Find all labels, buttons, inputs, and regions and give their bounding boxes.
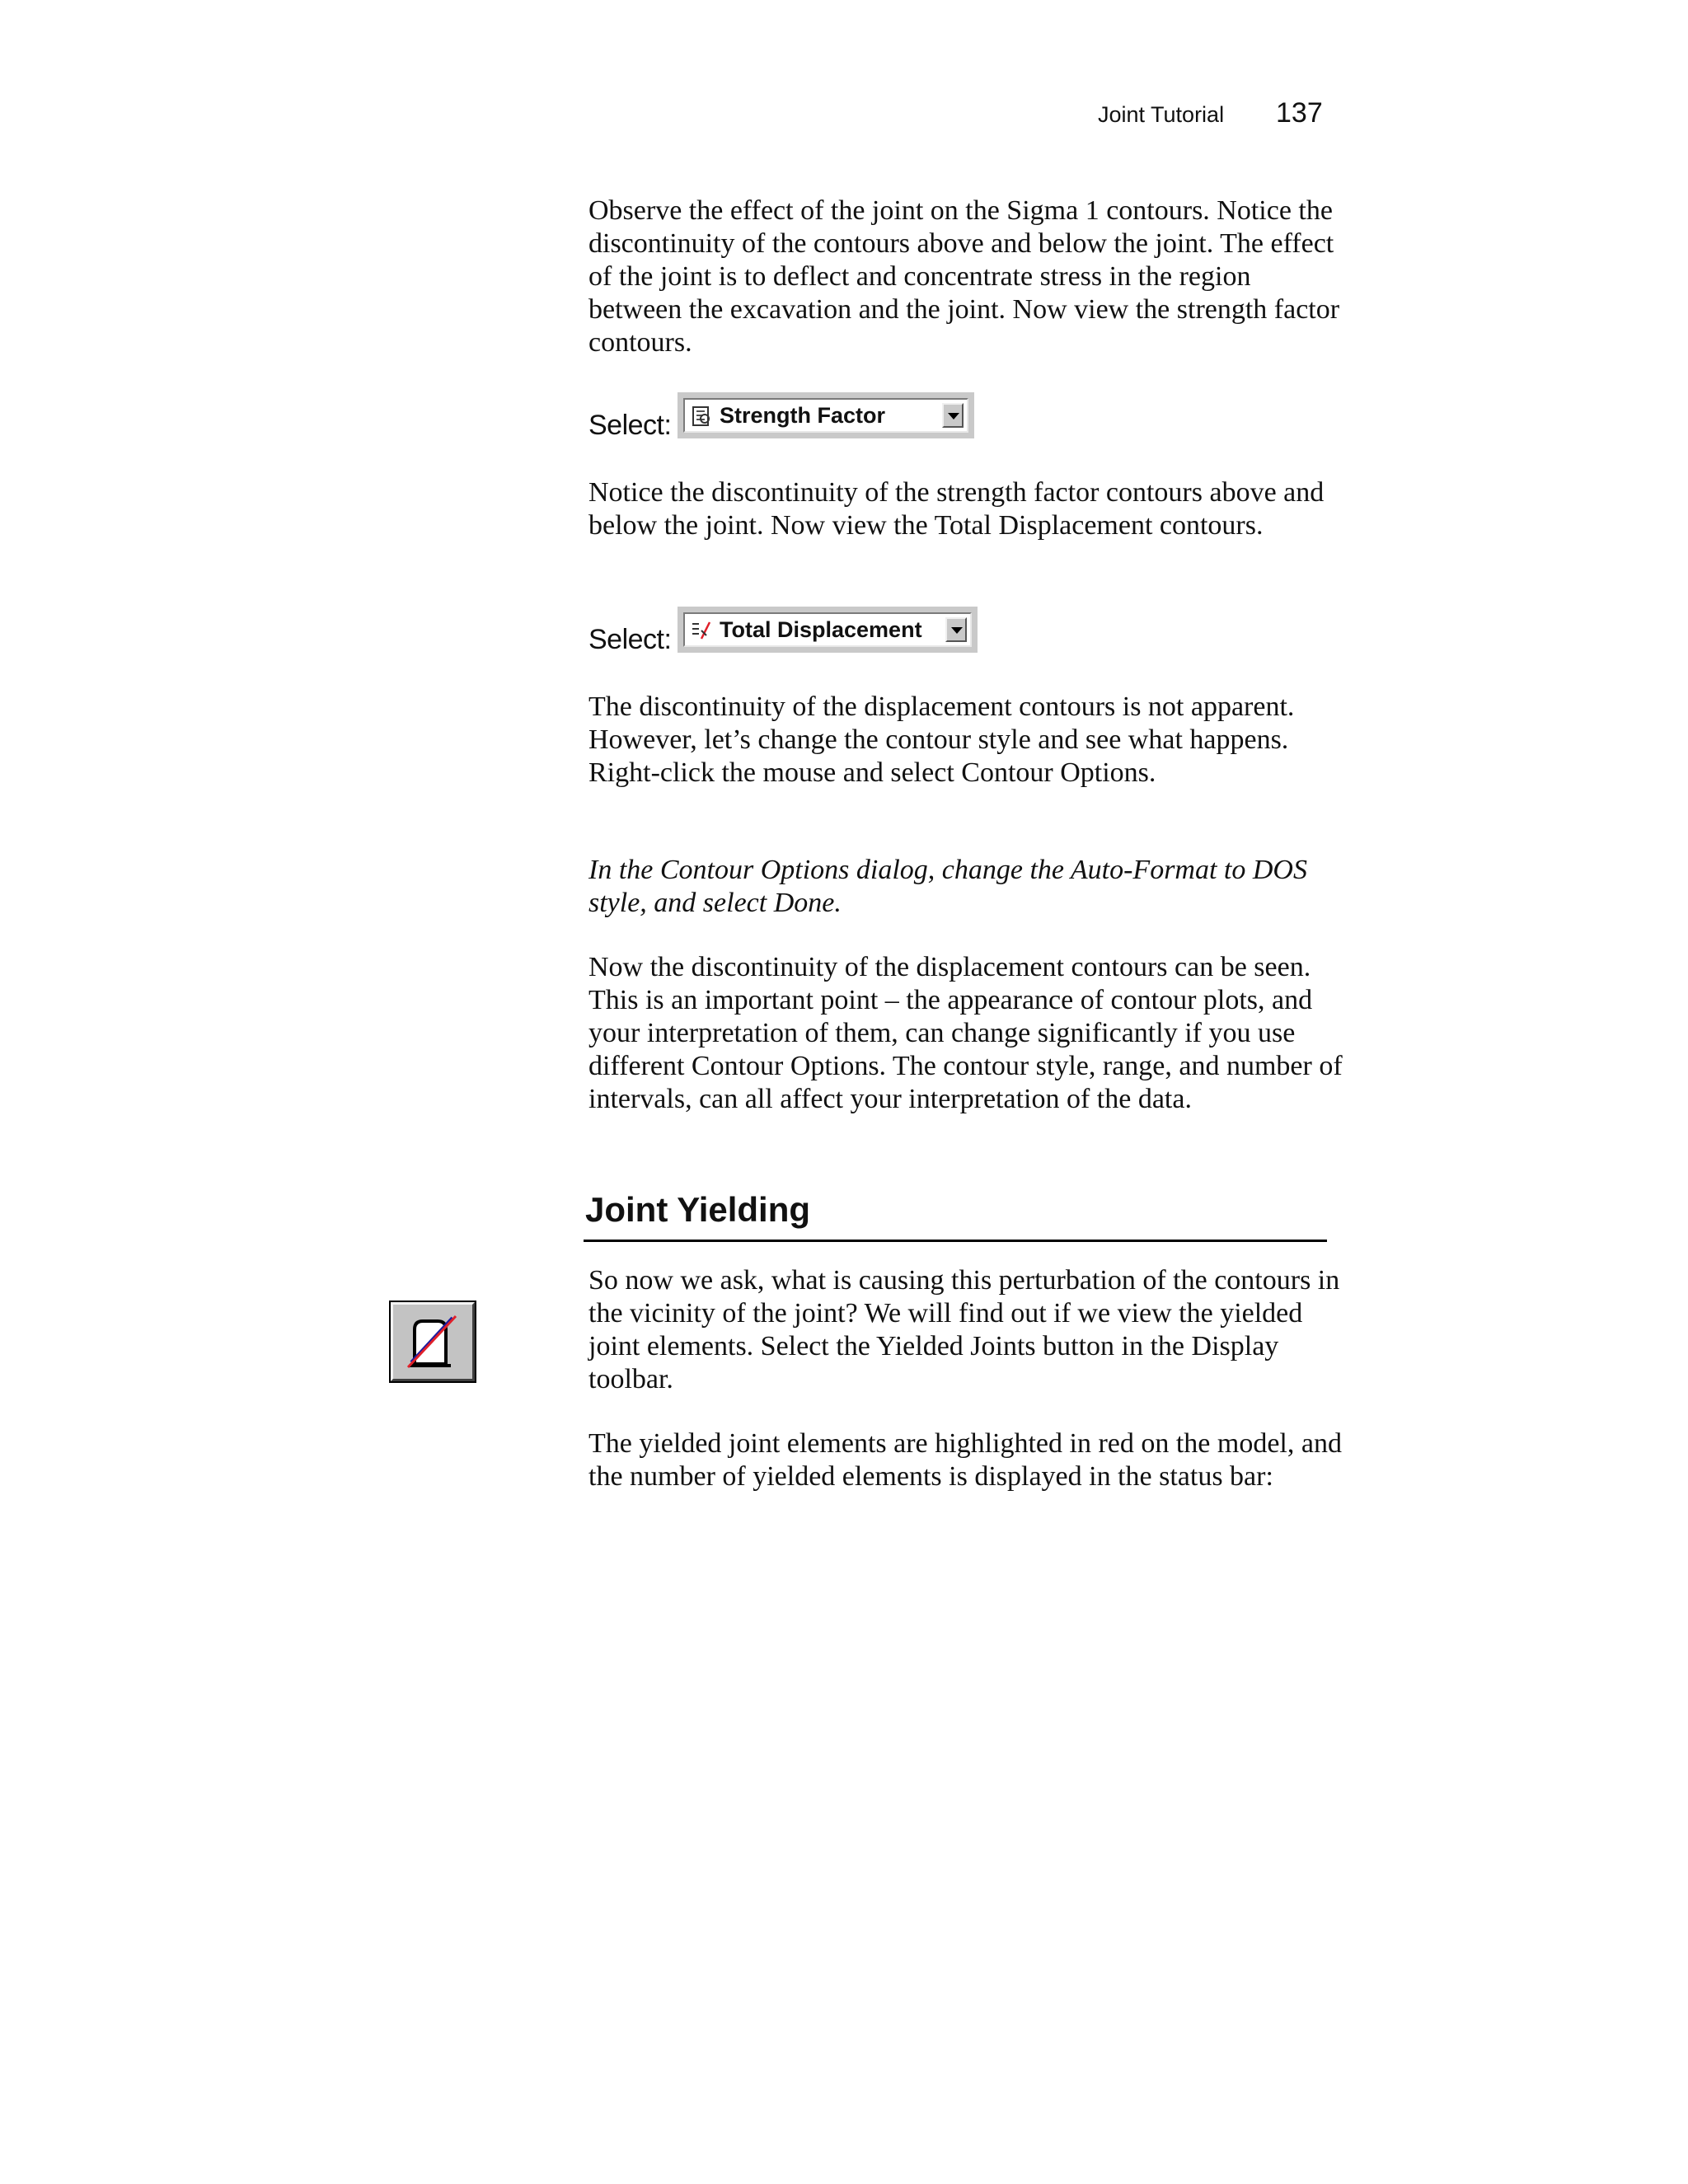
dropdown-selected-value: Strength Factor: [720, 403, 886, 428]
header-section-title: Joint Tutorial: [1098, 102, 1225, 127]
strength-factor-icon: [690, 405, 713, 428]
paragraph-sigma-contours: Observe the effect of the joint on the Sigma 1 contours. Notice the discontinuity of the contours above and below the joint. The effect of the joint is to deflect and concentrate stress in the region between the excavation and the joint. Now view the strength factor contours.: [588, 195, 1340, 358]
page-header: [1071, 97, 1335, 138]
page-number: 137: [1276, 97, 1323, 129]
strength-factor-dropdown[interactable]: [678, 392, 974, 438]
total-displacement-dropdown[interactable]: [678, 607, 978, 653]
select-label: Select:: [588, 410, 672, 441]
dropdown-field[interactable]: [683, 612, 972, 647]
total-displacement-icon: [690, 619, 713, 642]
paragraph-yielded-joints-question: So now we ask, what is causing this perturbation of the contours in the vicinity of the joint? We will find out if we view the yielded joint elements. Select the Yielded Joints button in the Display toolbar.: [588, 1265, 1340, 1394]
select-row-strength-factor: [588, 392, 1083, 442]
paragraph-yielded-elements-status: The yielded joint elements are highlighted in red on the model, and the number of yielded elements is displayed in the status bar:: [588, 1428, 1342, 1492]
dropdown-selected-value: Total Displacement: [720, 617, 922, 642]
select-row-total-displacement: [588, 607, 1083, 656]
paragraph-strength-factor: Notice the discontinuity of the strength factor contours above and below the joint. Now view the Total Displacement contours.: [588, 477, 1325, 541]
chevron-down-icon[interactable]: [942, 403, 964, 428]
section-heading: Joint Yielding: [585, 1190, 811, 1229]
paragraph-contour-options-instruction: In the Contour Options dialog, change the Auto-Format to DOS style, and select Done.: [588, 855, 1307, 918]
paragraph-displacement-contours: The discontinuity of the displacement contours is not apparent. However, let’s change the contour style and see what happens. Right-click the mouse and select Contour Options.: [588, 691, 1295, 788]
paragraph-contour-options-importance: Now the discontinuity of the displacement contours can be seen. This is an important point – the appearance of contour plots, and your interpretation of them, can change significantly if you use different Contour Options. The contour style, range, and number of intervals, can all affect your interpretation of the data.: [588, 952, 1343, 1114]
dropdown-field[interactable]: [683, 398, 968, 433]
select-label: Select:: [588, 624, 672, 655]
yielded-joints-icon: [403, 1313, 462, 1371]
yielded-joints-button[interactable]: [391, 1302, 475, 1381]
chevron-down-icon[interactable]: [945, 617, 967, 642]
heading-divider: [584, 1240, 1327, 1242]
